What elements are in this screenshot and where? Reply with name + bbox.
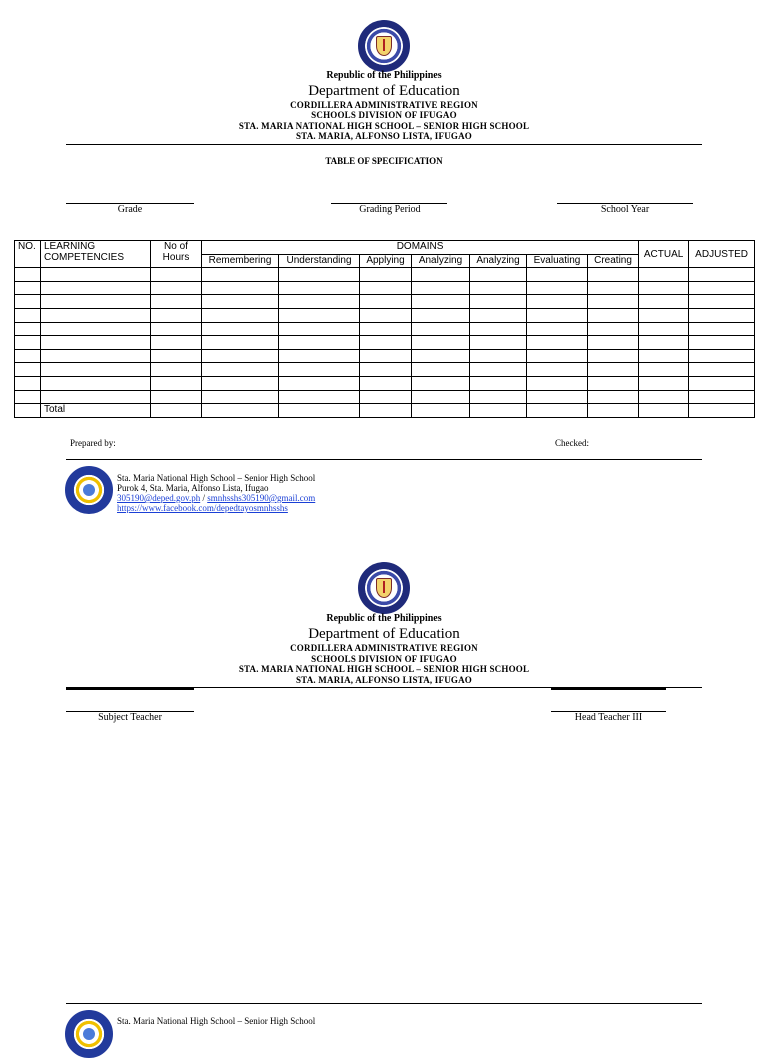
head-teacher-label: Head Teacher III [574, 712, 643, 723]
table-cell [202, 390, 279, 404]
table-row [15, 295, 755, 309]
table-cell [588, 376, 639, 390]
table-cell [527, 363, 588, 377]
table-cell [360, 322, 412, 336]
table-cell [279, 281, 360, 295]
table-cell [41, 376, 151, 390]
header-no-of-hours: No of Hours [151, 241, 202, 268]
table-cell [360, 376, 412, 390]
footer-divider-page2 [66, 1003, 702, 1004]
table-cell [639, 295, 689, 309]
table-cell [412, 308, 470, 322]
table-cell [15, 308, 41, 322]
table-cell [279, 349, 360, 363]
table-cell [15, 376, 41, 390]
table-cell [202, 376, 279, 390]
table-cell [15, 336, 41, 350]
header-no: NO. [15, 241, 41, 268]
domain-remembering: Remembering [202, 254, 279, 268]
table-cell [279, 295, 360, 309]
table-row [15, 349, 755, 363]
table-cell [639, 281, 689, 295]
table-cell [527, 390, 588, 404]
footer-school-name: Sta. Maria National High School – Senior High School [117, 473, 316, 483]
table-cell [360, 281, 412, 295]
table-cell [279, 376, 360, 390]
table-cell [689, 295, 755, 309]
table-row [15, 308, 755, 322]
header-divider [66, 144, 702, 145]
subject-teacher-label: Subject Teacher [98, 712, 162, 723]
table-cell [151, 336, 202, 350]
table-cell [689, 281, 755, 295]
table-cell [470, 322, 527, 336]
header-adjusted: ADJUSTED [689, 241, 755, 268]
table-row [15, 336, 755, 350]
table-cell [470, 281, 527, 295]
table-cell [151, 376, 202, 390]
table-cell [41, 308, 151, 322]
table-cell [202, 336, 279, 350]
table-cell [279, 363, 360, 377]
table-cell [412, 349, 470, 363]
table-cell [279, 336, 360, 350]
school-line: STA. MARIA NATIONAL HIGH SCHOOL – SENIOR HIGH SCHOOL [238, 121, 530, 131]
table-cell [151, 308, 202, 322]
table-cell [689, 363, 755, 377]
table-cell [412, 268, 470, 282]
footer-email-gmail[interactable]: smnhsshs305190@gmail.com [207, 493, 316, 503]
domain-evaluating: Evaluating [527, 254, 588, 268]
table-cell [639, 376, 689, 390]
table-cell [202, 322, 279, 336]
table-row [15, 376, 755, 390]
signature-divider [66, 459, 702, 460]
address-line-page2: STA. MARIA, ALFONSO LISTA, IFUGAO [295, 675, 473, 685]
table-cell [151, 349, 202, 363]
table-cell [151, 281, 202, 295]
table-cell [412, 322, 470, 336]
region-line: CORDILLERA ADMINISTRATIVE REGION [290, 100, 478, 110]
grading-period-label: Grading Period [359, 204, 421, 215]
table-cell [689, 376, 755, 390]
region-line-page2: CORDILLERA ADMINISTRATIVE REGION [290, 643, 478, 653]
table-cell [360, 268, 412, 282]
table-cell [202, 404, 279, 418]
table-cell [588, 390, 639, 404]
table-cell [360, 308, 412, 322]
division-line-page2: SCHOOLS DIVISION OF IFUGAO [311, 654, 457, 664]
table-row [15, 322, 755, 336]
table-cell [279, 308, 360, 322]
table-cell [202, 268, 279, 282]
footer-facebook-link[interactable]: https://www.facebook.com/depedtayosmnhsshs [117, 503, 288, 513]
header-learning-competencies: LEARNING COMPETENCIES [41, 241, 151, 268]
table-cell [527, 376, 588, 390]
table-row [15, 268, 755, 282]
table-cell [527, 322, 588, 336]
table-cell [279, 322, 360, 336]
republic-line-page2: Republic of the Philippines [326, 613, 442, 624]
table-cell [41, 268, 151, 282]
domain-applying: Applying [360, 254, 412, 268]
table-row [15, 281, 755, 295]
table-cell [689, 349, 755, 363]
table-cell [151, 268, 202, 282]
table-cell [527, 404, 588, 418]
table-cell [588, 308, 639, 322]
table-cell [15, 295, 41, 309]
table-cell [151, 322, 202, 336]
table-cell [412, 336, 470, 350]
table-cell [202, 349, 279, 363]
table-cell [470, 308, 527, 322]
table-cell [15, 281, 41, 295]
specification-table [14, 240, 755, 418]
checked-label: Checked: [555, 438, 589, 448]
table-cell [41, 322, 151, 336]
table-cell [15, 322, 41, 336]
footer-block [117, 473, 315, 513]
document-title: TABLE OF SPECIFICATION [325, 156, 443, 166]
table-cell [202, 308, 279, 322]
school-year-label: School Year [600, 204, 650, 215]
head-teacher-bold-line [551, 688, 666, 690]
table-cell [15, 404, 41, 418]
school-seal [65, 466, 113, 514]
table-cell [527, 281, 588, 295]
table-cell [689, 390, 755, 404]
table-cell [151, 363, 202, 377]
table-cell [639, 322, 689, 336]
footer-emails [117, 493, 315, 503]
footer-email-deped[interactable]: 305190@deped.gov.ph [117, 493, 201, 503]
table-cell [360, 295, 412, 309]
table-cell [588, 295, 639, 309]
table-cell [527, 349, 588, 363]
domain-creating: Creating [588, 254, 639, 268]
footer-address: Purok 4, Sta. Maria, Alfonso Lista, Ifugao [117, 483, 269, 493]
table-cell [41, 281, 151, 295]
header-domains: DOMAINS [202, 241, 639, 255]
deped-seal-page2 [358, 562, 410, 614]
table-cell [151, 390, 202, 404]
table-cell [360, 404, 412, 418]
table-cell [279, 268, 360, 282]
table-cell [639, 308, 689, 322]
table-cell [412, 376, 470, 390]
table-cell [360, 390, 412, 404]
table-cell [15, 390, 41, 404]
grade-label: Grade [117, 204, 143, 215]
table-cell [470, 349, 527, 363]
table-cell [588, 336, 639, 350]
table-cell [527, 336, 588, 350]
republic-line: Republic of the Philippines [326, 70, 442, 81]
department-title-page2: Department of Education [308, 626, 460, 642]
table-cell [15, 349, 41, 363]
table-cell [639, 268, 689, 282]
domain-analyzing-2: Analyzing [470, 254, 527, 268]
table-row [15, 390, 755, 404]
prepared-by-label: Prepared by: [70, 438, 116, 448]
table-cell [412, 363, 470, 377]
table-cell [412, 295, 470, 309]
table-cell [470, 404, 527, 418]
table-cell [470, 390, 527, 404]
table-cell [202, 281, 279, 295]
table-cell [41, 295, 151, 309]
table-cell [412, 404, 470, 418]
table-cell [360, 363, 412, 377]
table-cell [689, 308, 755, 322]
table-cell [588, 322, 639, 336]
table-cell [689, 322, 755, 336]
address-line: STA. MARIA, ALFONSO LISTA, IFUGAO [295, 131, 473, 141]
table-cell [470, 376, 527, 390]
table-cell [360, 336, 412, 350]
table-cell [279, 404, 360, 418]
table-cell [41, 363, 151, 377]
division-line: SCHOOLS DIVISION OF IFUGAO [311, 110, 457, 120]
table-cell [360, 349, 412, 363]
deped-seal [358, 20, 410, 72]
table-cell [470, 295, 527, 309]
table-cell [41, 349, 151, 363]
domain-analyzing: Analyzing [412, 254, 470, 268]
table-cell [15, 363, 41, 377]
header-actual: ACTUAL [639, 241, 689, 268]
table-cell [470, 363, 527, 377]
table-cell [41, 390, 151, 404]
table-cell [639, 404, 689, 418]
school-seal-page2 [65, 1010, 113, 1058]
table-cell [588, 404, 639, 418]
table-cell [202, 295, 279, 309]
table-cell [41, 336, 151, 350]
table-cell [279, 390, 360, 404]
subject-teacher-bold-line [66, 688, 194, 690]
table-cell [639, 363, 689, 377]
total-row [15, 404, 755, 418]
department-title: Department of Education [308, 83, 460, 99]
table-cell [639, 390, 689, 404]
table-cell [588, 349, 639, 363]
table-cell [151, 404, 202, 418]
table-cell [412, 281, 470, 295]
table-cell [202, 363, 279, 377]
table-cell [639, 336, 689, 350]
table-cell [689, 336, 755, 350]
footer-school-name-page2: Sta. Maria National High School – Senior High School [117, 1016, 316, 1026]
footer-email-separator: / [202, 493, 205, 503]
domain-understanding: Understanding [279, 254, 360, 268]
school-line-page2: STA. MARIA NATIONAL HIGH SCHOOL – SENIOR HIGH SCHOOL [238, 664, 530, 674]
table-cell [689, 404, 755, 418]
table-row [15, 363, 755, 377]
table-cell [588, 268, 639, 282]
table-cell [588, 363, 639, 377]
table-cell [689, 268, 755, 282]
table-cell [470, 268, 527, 282]
table-cell [15, 268, 41, 282]
total-label: Total [41, 404, 151, 418]
table-cell [588, 281, 639, 295]
table-cell [527, 295, 588, 309]
table-cell [412, 390, 470, 404]
table-cell [470, 336, 527, 350]
table-cell [527, 268, 588, 282]
table-cell [527, 308, 588, 322]
table-cell [151, 295, 202, 309]
table-cell [639, 349, 689, 363]
table-body [15, 268, 755, 418]
